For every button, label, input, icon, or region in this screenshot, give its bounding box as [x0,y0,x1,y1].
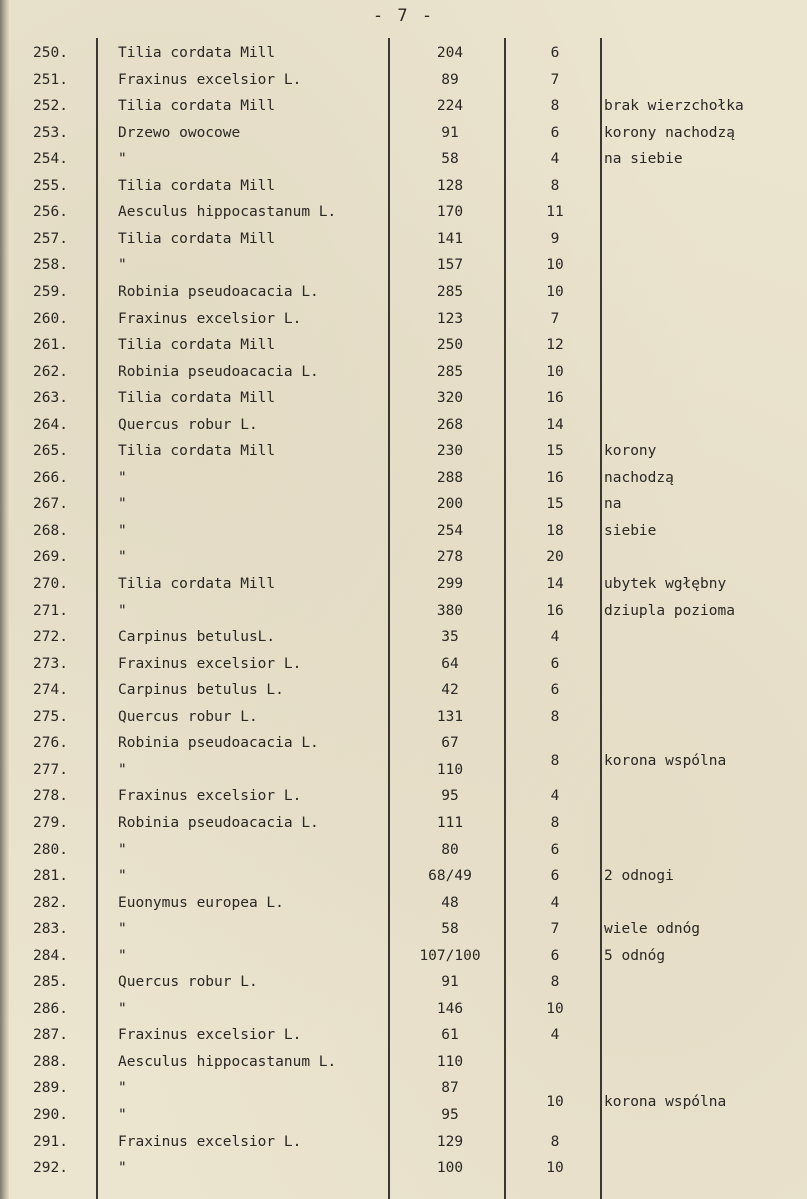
species-name: " [118,522,127,539]
circumference-value: 100 [436,1160,464,1177]
circumference-value: 48 [441,894,459,911]
row-number: 271. [33,602,68,619]
circumference-value: 230 [436,443,464,460]
table-row [0,996,807,1022]
table-row [0,306,807,332]
row-number: 257. [33,230,68,247]
circumference-value: 107/100 [419,947,481,964]
height-value: 12 [546,337,564,354]
height-value: 6 [550,655,560,672]
height-value: 6 [550,841,560,858]
table-row [0,332,807,358]
height-value: 4 [550,629,560,646]
circumference-value: 146 [436,1000,464,1017]
table-row [0,651,807,677]
species-name: Tilia cordata Mill [118,576,276,592]
species-name: " [118,1107,127,1123]
row-number: 292. [33,1160,68,1177]
table-row [0,173,807,199]
height-value: 4 [550,894,560,911]
circumference-value: 91 [441,124,459,141]
species-name: " [118,1000,127,1017]
circumference-value: 250 [436,337,464,354]
row-number: 282. [33,894,68,911]
row-number: 289. [33,1080,68,1097]
table-row [0,1129,807,1155]
circumference-value: 110 [436,761,464,778]
circumference-value: 42 [441,682,459,699]
height-value: 4 [550,1027,560,1044]
shared-height: 8 [550,753,560,769]
circumference-value: 288 [436,469,464,486]
circumference-value: 111 [436,814,464,831]
table-row [0,279,807,305]
height-value: 14 [546,576,564,592]
circumference-value: 170 [436,204,464,221]
row-number: 283. [33,921,68,938]
height-value: 6 [550,947,560,964]
row-number: 278. [33,788,68,805]
height-value: 16 [546,602,564,619]
table-row [0,783,807,809]
species-name: " [118,151,127,168]
species-name: " [118,1080,127,1097]
circumference-value: 254 [436,522,464,539]
table-row [0,916,807,942]
row-number: 281. [33,868,68,885]
height-value: 10 [546,283,564,300]
circumference-value: 285 [436,283,464,300]
circumference-value: 299 [436,576,464,592]
height-value: 16 [546,469,564,486]
height-value: 18 [546,522,564,539]
circumference-value: 87 [441,1080,459,1097]
remark-text: ubytek wgłębny [604,576,727,592]
remark-text: korony nachodzą [604,124,735,141]
row-number: 277. [33,761,68,778]
circumference-value: 89 [441,71,459,88]
table-row [0,544,807,570]
row-number: 274. [33,682,68,699]
remark-text: siebie [604,522,657,539]
height-value: 10 [546,363,564,380]
row-number: 255. [33,177,68,194]
row-number: 264. [33,416,68,433]
remark-text: nachodzą [604,469,674,486]
height-value: 8 [550,98,560,115]
table-row [0,1049,807,1075]
circumference-value: 91 [441,974,459,991]
circumference-value: 278 [436,549,464,566]
species-name: Quercus robur L. [118,708,258,725]
species-name: Fraxinus excelsior L. [118,655,302,672]
row-number: 270. [33,576,68,592]
species-name: " [118,761,127,778]
row-number: 261. [33,337,68,354]
circumference-value: 200 [436,496,464,513]
row-number: 262. [33,363,68,380]
row-number: 279. [33,814,68,831]
species-name: Tilia cordata Mill [118,390,276,407]
height-value: 6 [550,868,560,885]
table-row [0,518,807,544]
circumference-value: 95 [441,1107,459,1123]
remark-text: wiele odnóg [604,921,701,938]
row-number: 286. [33,1000,68,1017]
species-name: " [118,947,127,964]
row-number: 272. [33,629,68,646]
species-name: Carpinus betulusL. [118,629,276,646]
height-value: 7 [550,71,560,88]
species-name: Quercus robur L. [118,974,258,991]
species-name: Robinia pseudoacacia L. [118,283,319,300]
table-row [0,146,807,172]
height-value: 8 [550,974,560,991]
species-name: Aesculus hippocastanum L. [118,1053,337,1070]
row-number: 267. [33,496,68,513]
species-name: Fraxinus excelsior L. [118,310,302,327]
page-number: - 7 - [372,6,435,26]
species-name: " [118,602,127,619]
height-value: 8 [550,177,560,194]
height-value: 15 [546,496,564,513]
species-name: Tilia cordata Mill [118,443,276,460]
table-row [0,890,807,916]
height-value: 4 [550,151,560,168]
species-name: " [118,469,127,486]
circumference-value: 95 [441,788,459,805]
remark-text: na siebie [604,151,683,168]
height-value: 6 [550,45,560,61]
remark-text: korony [604,443,657,460]
circumference-value: 285 [436,363,464,380]
row-number: 287. [33,1027,68,1044]
species-name: Tilia cordata Mill [118,45,276,61]
row-number: 250. [33,45,68,61]
height-value: 6 [550,682,560,699]
row-number: 268. [33,522,68,539]
row-number: 276. [33,735,68,752]
table-row [0,677,807,703]
table-row [0,412,807,438]
circumference-value: 268 [436,416,464,433]
circumference-value: 204 [436,45,464,61]
height-value: 6 [550,124,560,141]
table-row [0,120,807,146]
species-name: Fraxinus excelsior L. [118,1027,302,1044]
species-name: " [118,257,127,274]
table-row [0,438,807,464]
row-number: 252. [33,98,68,115]
circumference-value: 157 [436,257,464,274]
row-number: 288. [33,1053,68,1070]
species-name: Fraxinus excelsior L. [118,1133,302,1150]
species-name: Aesculus hippocastanum L. [118,204,337,221]
table-row [0,863,807,889]
shared-annotation-row [0,748,807,774]
table-row [0,837,807,863]
circumference-value: 58 [441,151,459,168]
row-number: 285. [33,974,68,991]
species-name: Tilia cordata Mill [118,98,276,115]
shared-note: korona wspólna [604,1094,727,1110]
circumference-value: 58 [441,921,459,938]
circumference-value: 131 [436,708,464,725]
circumference-value: 123 [436,310,464,327]
height-value: 7 [550,310,560,327]
species-name: Tilia cordata Mill [118,230,276,247]
table-row [0,226,807,252]
shared-note: korona wspólna [604,753,727,769]
height-value: 10 [546,1000,564,1017]
row-number: 280. [33,841,68,858]
height-value: 14 [546,416,564,433]
row-number: 253. [33,124,68,141]
table-row [0,67,807,93]
table-row [0,1155,807,1181]
table-row [0,252,807,278]
table-row [0,943,807,969]
species-name: " [118,921,127,938]
row-number: 254. [33,151,68,168]
circumference-value: 224 [436,98,464,115]
row-number: 284. [33,947,68,964]
circumference-value: 380 [436,602,464,619]
table-row [0,598,807,624]
species-name: " [118,496,127,513]
table-row [0,969,807,995]
circumference-value: 110 [436,1053,464,1070]
table-row [0,199,807,225]
table-row [0,359,807,385]
species-name: Fraxinus excelsior L. [118,71,302,88]
species-name: Robinia pseudoacacia L. [118,735,319,752]
height-value: 15 [546,443,564,460]
row-number: 275. [33,708,68,725]
table-row [0,491,807,517]
row-number: 259. [33,283,68,300]
row-number: 260. [33,310,68,327]
height-value: 16 [546,390,564,407]
height-value: 20 [546,549,564,566]
table-row [0,810,807,836]
table-row [0,1022,807,1048]
species-name: " [118,549,127,566]
height-value: 9 [550,230,560,247]
species-name: Tilia cordata Mill [118,177,276,194]
row-number: 266. [33,469,68,486]
table-row [0,704,807,730]
height-value: 8 [550,814,560,831]
species-name: Carpinus betulus L. [118,682,284,699]
remark-text: brak wierzchołka [604,98,744,115]
remark-text: na [604,496,622,513]
species-name: Euonymus europea L. [118,894,284,911]
circumference-value: 35 [441,629,459,646]
height-value: 10 [546,1160,564,1177]
row-number: 258. [33,257,68,274]
remark-text: 5 odnóg [604,947,666,964]
height-value: 8 [550,708,560,725]
remark-text: 2 odnogi [604,868,674,885]
circumference-value: 80 [441,841,459,858]
species-name: Drzewo owocowe [118,124,241,141]
row-number: 265. [33,443,68,460]
species-name: Tilia cordata Mill [118,337,276,354]
species-name: " [118,841,127,858]
circumference-value: 129 [436,1133,464,1150]
circumference-value: 68/49 [428,868,472,885]
circumference-value: 67 [441,735,459,752]
species-name: Quercus robur L. [118,416,258,433]
row-number: 290. [33,1107,68,1123]
table-row [0,385,807,411]
table-row [0,93,807,119]
row-number: 273. [33,655,68,672]
row-number: 291. [33,1133,68,1150]
row-number: 256. [33,204,68,221]
circumference-value: 61 [441,1027,459,1044]
species-name: Robinia pseudoacacia L. [118,814,319,831]
remark-text: dziupla pozioma [604,602,735,619]
species-name: Fraxinus excelsior L. [118,788,302,805]
row-number: 263. [33,390,68,407]
species-name: Robinia pseudoacacia L. [118,363,319,380]
table-row [0,571,807,597]
height-value: 11 [546,204,564,221]
table-row [0,624,807,650]
shared-annotation-row [0,1089,807,1115]
height-value: 7 [550,921,560,938]
row-number: 269. [33,549,68,566]
species-name: " [118,868,127,885]
circumference-value: 320 [436,390,464,407]
height-value: 4 [550,788,560,805]
circumference-value: 141 [436,230,464,247]
circumference-value: 128 [436,177,464,194]
circumference-value: 64 [441,655,459,672]
row-number: 251. [33,71,68,88]
table-row [0,465,807,491]
table-row [0,40,807,66]
height-value: 8 [550,1133,560,1150]
height-value: 10 [546,257,564,274]
species-name: " [118,1160,127,1177]
shared-height: 10 [546,1094,564,1110]
